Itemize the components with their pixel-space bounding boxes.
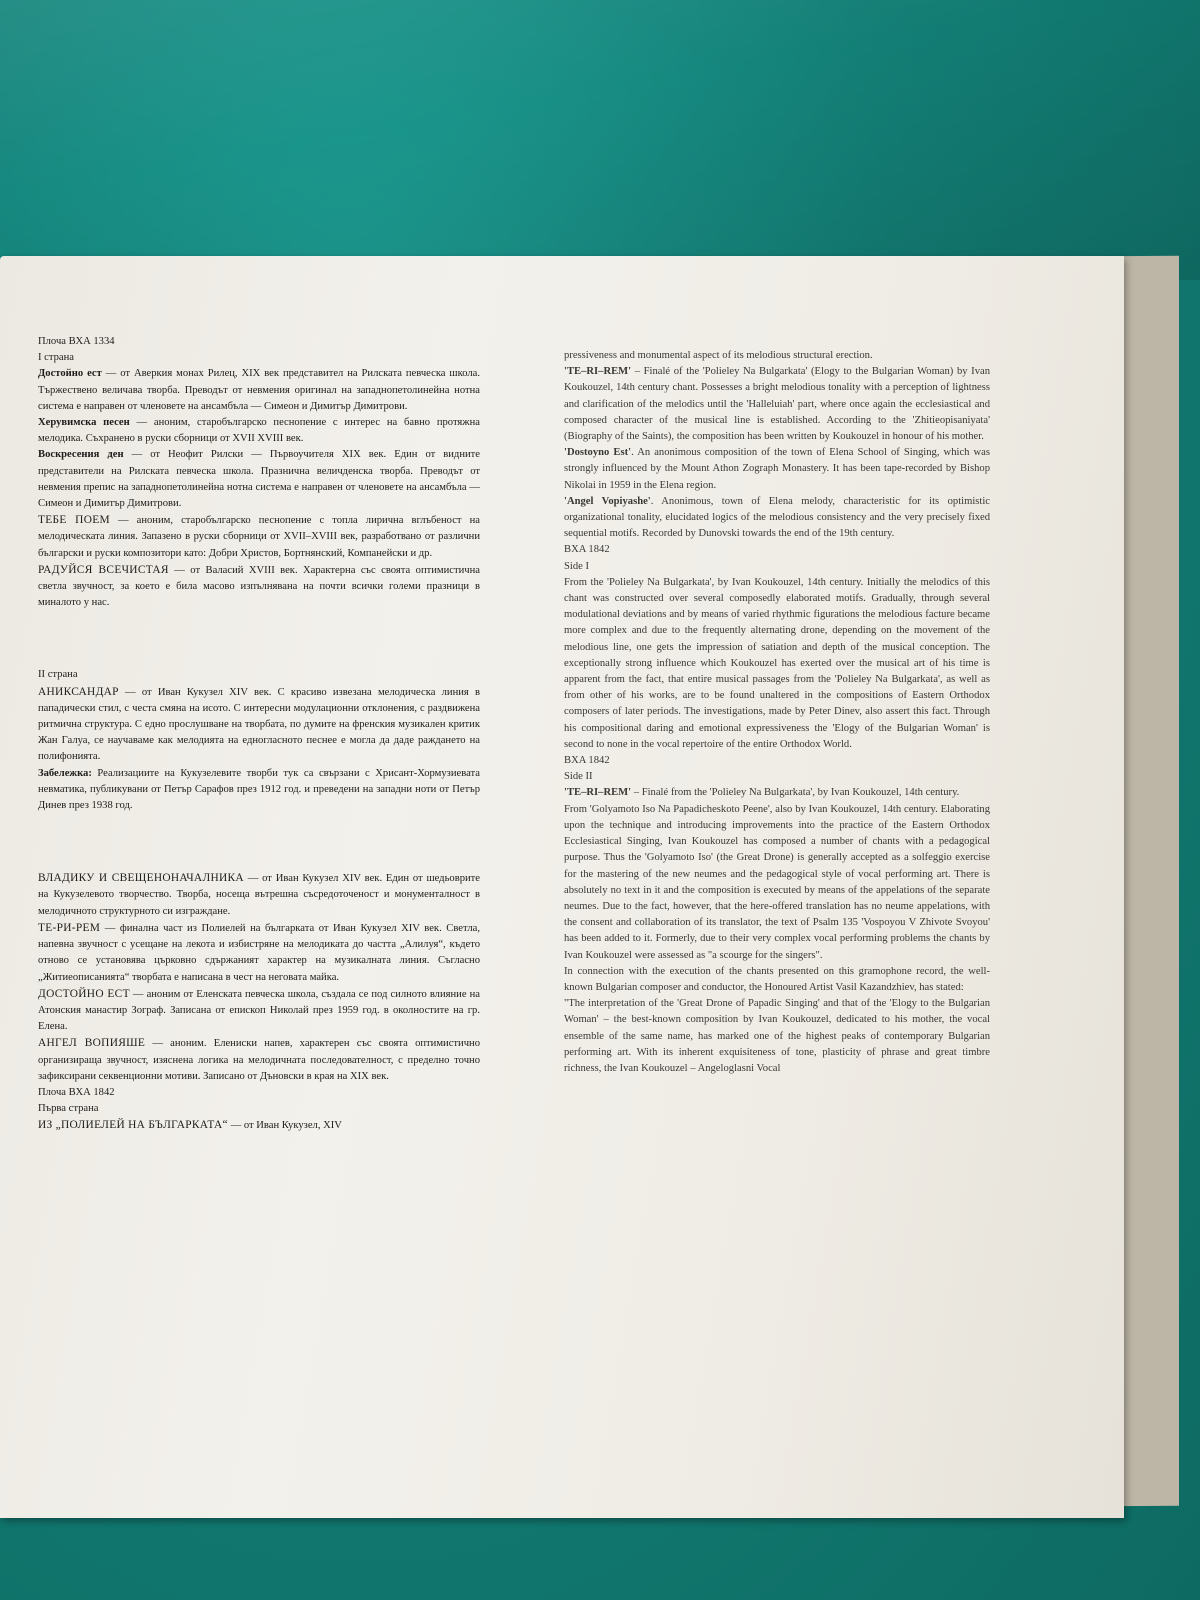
track-entry: [38, 1035, 480, 1085]
track-title: 'TE–RI–REM': [564, 366, 632, 378]
track-entry: [38, 870, 480, 920]
track-title: 'Dostoyno Est': [564, 447, 632, 459]
track-description: — от Неофит Рилски — Първоучителя XIX век. Един от видните представители на Рилската певческа школа. Празнична величденска творба. Преводът от невмения препис на западнопетолинейна нотна система е направен от членовете на ансамбъла — Симеон и Димитър Димитрови.: [38, 449, 480, 510]
track-entry: [38, 684, 480, 766]
track-entry: [38, 986, 480, 1036]
bulgarian-text-column: [38, 334, 480, 1135]
note-label: Забележка:: [38, 767, 92, 779]
track-title: ДОСТОЙНО ЕСТ: [38, 987, 130, 1000]
note-text: Реализациите на Кукузелевите творби тук са свързани с Хрисант-Хормузиевата невматика, публикувани от Петър Сарафов през 1912 год. и преведени на западни ноти от Петър Динев през 1938 год.: [38, 767, 480, 812]
plate-number: BXA 1842: [564, 755, 610, 767]
track-description: – Finalé of the 'Polieley Na Bulgarkata' (Elogy to the Bulgarian Woman) by Ivan Koukouzel, 14th century chant. Possesses a bright melodious tonality with a perception of lightness and clarification of the melodics until the 'Halleluiah' part, where once again the ecclesiastical and composed character of the musical line is established. According to the 'Zhitieopisaniyata' (Biography of the Saints), the composition has been written by Koukouzel in honour of his mother.: [564, 366, 990, 443]
track-entry: [564, 364, 990, 445]
track-title: 'TE–RI–REM': [564, 787, 632, 799]
track-description: From 'Golyamoto Iso Na Papadicheskoto Peene', also by Ivan Koukouzel, 14th century. Elaborating upon the technique and introducing improvements into the practice of the Eastern Orthodox Ecclesiastical Singing, Ivan Koukouzel has composed a number of chants with a pedagogical purpose. Thus the 'Golyamoto Iso' (the Great Drone) is generally accepted as a solfeggio exercise for the mastering of the new neumes and the pedagogical style of vocal performing art. There is absolutely no text in it and the composition is executed by means of the appelations of the separate neumes. Due to the fact, however, that the here-offered translation has no neume appelations, with the consent and collaboration of its translator, the text of Psalm 135 'Vospoyou V Zhivote Svoyou' has been added to it. Formerly, due to their very complex vocal performing problems the chants by Ivan Koukouzel were assessed as "a scourge for the singers".: [564, 803, 990, 961]
track-description: — аноним, старобългарско песнопение с интерес на бавно протяжна мелодика. Съхранено в руски сборници от XVII XVIII век.: [38, 417, 480, 445]
track-title: ТЕБЕ ПОЕМ: [38, 514, 110, 527]
plate-number: Плоча ВХА 1334: [38, 336, 115, 347]
track-description: . Anonimous, town of Elena melody, characteristic for its optimistic organizational tonality, elucidated logics of the melodious consistency and the very precisely fixed sequential motifs. Recorded by Dunovski towards the end of the 19th century.: [564, 495, 990, 540]
track-description: — от Иван Кукузел XIV век. С красиво извезана мелодическа линия в пападически стил, с честа смяна на исото. С интересни модулационни отклонения, с раздвижена ритмична структура. С едно прослушване на творбата, по думите на френския музикален критик Жан Галуа, се научаваме как мелодията на едногласното песнее е могла да даде раждането на полифонията.: [38, 686, 480, 763]
side-heading: Първа страна: [38, 1103, 99, 1115]
track-description: – Finalé from the 'Polieley Na Bulgarkata', by Ivan Koukouzel, 14th century.: [631, 787, 960, 799]
track-entry: [38, 920, 480, 986]
track-title: АНГЕЛ ВОПИЯШЕ: [38, 1037, 146, 1050]
track-description: — финална част из Полиелей на българката от Иван Кукузел XIV век. Светла, напевна звучност с усещане на лекота и избистряне на мелодиката до частта „Алилуя“, където отново се установява църковно сдържаният характер на музикалната линия. Съгласно „Житиеописанията“ творбата е написана в чест на неговата майка.: [38, 922, 480, 983]
track-entry: [38, 512, 480, 562]
spacer: [38, 611, 480, 667]
spacer: [38, 814, 480, 870]
track-title: ВЛАДИКУ И СВЕЩЕНОНАЧАЛНИКА: [38, 872, 244, 885]
liner-notes-page: [0, 256, 1124, 1518]
side-heading: Side II: [564, 771, 593, 783]
track-description: — от Иван Кукузел, XIV: [227, 1120, 342, 1132]
track-entry: [38, 366, 480, 415]
track-entry: [38, 562, 480, 612]
english-text-column: [564, 348, 990, 1077]
plate-number: BXA 1842: [564, 544, 610, 556]
track-title: АНИКСАНДАР: [38, 685, 119, 698]
track-title: ИЗ „ПОЛИЕЛЕЙ НА БЪЛГАРКАТА“: [38, 1119, 228, 1132]
track-entry: [564, 785, 990, 801]
continued-text: pressiveness and monumental aspect of its melodious structural erection.: [564, 350, 873, 361]
track-description: . An anonimous composition of the town of Elena School of Singing, which was strongly influenced by the Mount Athon Zograph Monastery. It has been tape-recorded by Bishop Nikolai in 1959 in the Elena region.: [564, 447, 990, 491]
track-title: Достойно ест: [38, 368, 102, 380]
track-title: ТЕ-РИ-РЕМ: [38, 921, 101, 934]
track-description: — аноним от Еленската певческа школа, създала се под силното влияние на Атонския манастир Зограф. Записана от епископ Николай през 1959 год. в околностите на гр. Елена.: [38, 988, 480, 1033]
track-title: Херувимска песен: [38, 417, 130, 429]
track-entry: [38, 447, 480, 512]
track-description: — от Иван Кукузел XIV век. Един от шедьоврите на Кукузелевото творчество. Творба, носеща вътрешна съсредоточеност и монументалност в мелодичното структурното си изграждане.: [38, 873, 481, 917]
track-entry: [38, 415, 480, 447]
side-heading: Side I: [564, 560, 590, 572]
side-heading: II страна: [38, 669, 78, 681]
track-title: 'Angel Vopiyashe': [564, 495, 651, 507]
track-description: — аноним. Елениски напев, характерен със своята оптимистично организираща звучност, изяснена логика на мелодичната последователност, с пределно точно зафиксирани секвенционни мотиви. Записано от Дъновски в края на XIX век.: [38, 1038, 480, 1082]
track-entry: [38, 1117, 480, 1134]
note-entry: [38, 766, 480, 815]
track-title: РАДУЙСЯ ВСЕЧИСТАЯ: [38, 563, 169, 576]
track-entry: [564, 494, 990, 543]
track-title: Воскресения ден: [38, 449, 124, 461]
track-entry: [564, 445, 990, 494]
plate-number: Плоча ВХА 1842: [38, 1086, 115, 1098]
side-heading: I страна: [38, 352, 75, 364]
body-paragraph: In connection with the execution of the chants presented on this gramophone record, the well-known Bulgarian composer and conductor, the Honoured Artist Vasil Kazandzhiev, has stated:: [564, 965, 990, 993]
track-description: — аноним, старобългарско песнопение с топла лирична вглъбеност на мелодическата линия. Запазено в руски сборници от XVII–XVIII век, разработвано от различни български и руски композитори като: Добри Христов, Бортнянский, Компанейски и др.: [38, 515, 480, 559]
quote-paragraph: "The interpretation of the 'Great Drone of Papadic Singing' and that of the 'Elogy to the Bulgarian Woman' – the best-known composition by Ivan Koukouzel, dedicated to his mother, the vocal ensemble of the same name, has marked one of the highest peaks of contemporary Bulgarian performing art. With its inherent exquisiteness of tone, plasticity of phrase and great timbre richness, the Ivan Koukouzel – Angeloglasni Vocal: [564, 998, 990, 1074]
fabric-background: [0, 0, 1200, 280]
track-description: From the 'Polieley Na Bulgarkata', by Ivan Koukouzel, 14th century. Initially the melodics of this chant was constructed over several composedly elaborated motifs. Gradually, through several modulational deviations and by means of varied rhythmic figurations the melodious facture became more complex and due to the frequently alternating drone, depending on the movement of the melodious line, one gets the impression of satiation and depth of the musical conception. The exceptionally strong influence which Koukouzel has exerted over the musical art of his time is apparent from the fact, that entire musical passages from the 'Polieley Na Bulgarkata', as well as from other of his works, are to be found unaltered in the compositions of Eastern Orthodox composers of later periods. The investigations, made by Peter Dinev, also assert this fact. Through his compositional daring and emotional expressiveness the 'Elogy of the Bulgarian Woman' is second to none in the vocal repertoire of the entire Orthodox World.: [564, 576, 990, 750]
track-description: — от Валасий XVIII век. Характерна със своята оптимистична светла звучност, за което е била масово изпълнявана на почти всички големи празници в миналото у нас.: [38, 564, 480, 609]
track-description: — от Аверкия монах Рилец, XIX век представител на Рилската певческа школа. Тържествено величава творба. Преводът от невмения оригинал на западнопетолинейна нотна система е направен от членовете на ансамбъла — Симеон и Димитър Димитрови.: [38, 368, 480, 412]
